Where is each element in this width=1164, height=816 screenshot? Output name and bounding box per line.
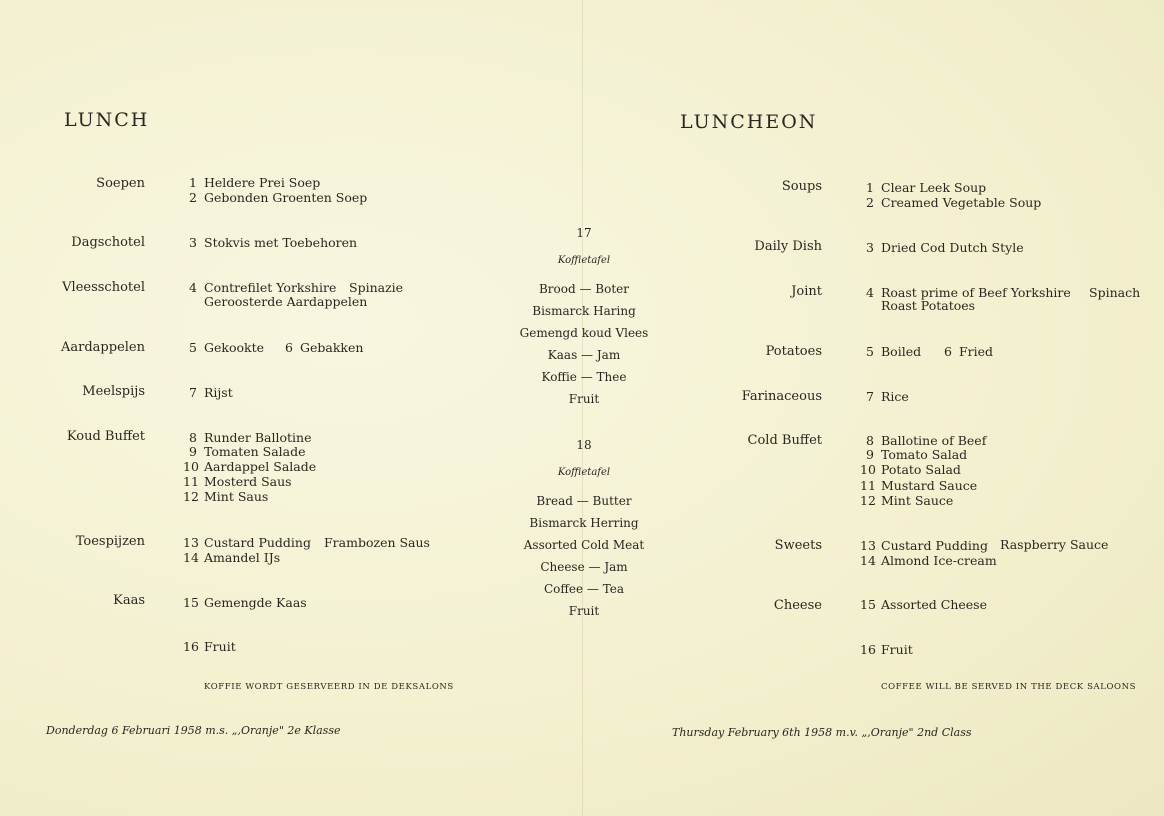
- dutch-category: Vleesschotel: [62, 280, 145, 295]
- list-item: 15 Assorted Cheese: [860, 597, 987, 612]
- koffietafel-item: Kaas — Jam: [547, 348, 621, 362]
- dutch-category: Kaas: [113, 593, 145, 608]
- list-item: 13 Custard Pudding: [860, 538, 988, 553]
- koffietafel-item: Gemengd koud Vlees: [519, 326, 649, 340]
- list-item: 6 Fried: [944, 344, 994, 359]
- list-item: 11 Mosterd Saus: [183, 474, 292, 489]
- side-dish: Spinach: [1089, 285, 1141, 300]
- koffietafel-number: 17: [576, 226, 592, 240]
- list-item: 9 Tomaten Salade: [189, 444, 306, 459]
- list-item: 11 Mustard Sauce: [860, 478, 978, 493]
- page-fold: [582, 0, 583, 816]
- list-item: 1 Heldere Prei Soep: [189, 175, 321, 190]
- list-item: 16 Fruit: [183, 639, 236, 654]
- english-category: Soups: [781, 179, 822, 194]
- list-item-extra: Geroosterde Aardappelen: [204, 294, 368, 309]
- list-item: 10 Potato Salad: [860, 462, 961, 477]
- koffietafel-item: Fruit: [568, 604, 600, 618]
- side-dish: Spinazie: [349, 280, 404, 295]
- dutch-category: Toespijzen: [75, 534, 145, 549]
- koffietafel-item: Bread — Butter: [536, 494, 632, 508]
- english-category: Sweets: [774, 538, 822, 553]
- list-item: 2 Creamed Vegetable Soup: [866, 195, 1042, 210]
- list-item: 7 Rice: [866, 389, 909, 404]
- list-item: 14 Amandel IJs: [183, 550, 281, 565]
- english-category: Potatoes: [765, 344, 822, 359]
- list-item: 4 Roast prime of Beef Yorkshire: [866, 285, 1071, 300]
- dutch-category: Dagschotel: [71, 235, 145, 250]
- dutch-category: Meelspijs: [82, 384, 145, 399]
- side-dish: Frambozen Saus: [324, 535, 430, 550]
- list-item: 3 Stokvis met Toebehoren: [189, 235, 358, 250]
- english-category: Cheese: [773, 598, 822, 613]
- koffietafel-item: Fruit: [568, 392, 600, 406]
- list-item: 3 Dried Cod Dutch Style: [866, 240, 1024, 255]
- koffietafel-item: Cheese — Jam: [540, 560, 628, 574]
- list-item: 7 Rijst: [189, 385, 233, 400]
- list-item: 16 Fruit: [860, 642, 913, 657]
- list-item: 5 Boiled: [866, 344, 922, 359]
- list-item: 1 Clear Leek Soup: [866, 180, 987, 195]
- footer-date: Donderdag 6 Februari 1958 m.s. „,Oranje" 2e Klasse: [46, 724, 341, 737]
- list-item-extra: Roast Potatoes: [881, 298, 976, 313]
- english-category: Joint: [791, 284, 822, 299]
- dutch-category: Soepen: [96, 176, 145, 191]
- koffietafel-subtitle: Koffietafel: [557, 467, 611, 478]
- english-category: Farinaceous: [741, 389, 822, 404]
- koffietafel-subtitle: Koffietafel: [557, 255, 611, 266]
- koffietafel-item: Bismarck Herring: [529, 516, 639, 530]
- list-item: 14 Almond Ice-cream: [860, 553, 997, 568]
- koffietafel-number: 18: [576, 438, 592, 452]
- side-dish: Raspberry Sauce: [1000, 537, 1109, 552]
- english-title: LUNCHEON: [680, 111, 818, 133]
- koffietafel-item: Brood — Boter: [538, 282, 630, 296]
- list-item: 12 Mint Saus: [183, 489, 269, 504]
- list-item: 4 Contrefilet Yorkshire: [189, 280, 337, 295]
- footer-date: Thursday February 6th 1958 m.v. „,Oranje" 2nd Class: [672, 726, 972, 739]
- koffietafel-item: Assorted Cold Meat: [523, 538, 645, 552]
- list-item: 10 Aardappel Salade: [183, 459, 317, 474]
- list-item: 8 Ballotine of Beef: [866, 433, 987, 448]
- coffee-note: KOFFIE WORDT GESERVEERD IN DE DEKSALONS: [204, 682, 454, 692]
- coffee-note: COFFEE WILL BE SERVED IN THE DECK SALOONS: [881, 682, 1137, 692]
- koffietafel-item: Bismarck Haring: [532, 304, 636, 318]
- list-item: 13 Custard Pudding: [183, 535, 311, 550]
- list-item: 15 Gemengde Kaas: [183, 595, 307, 610]
- koffietafel-item: Coffee — Tea: [543, 582, 625, 596]
- english-category: Daily Dish: [754, 239, 822, 254]
- koffietafel-item: Koffie — Thee: [541, 370, 627, 384]
- english-category: Cold Buffet: [747, 433, 822, 448]
- dutch-title: LUNCH: [64, 109, 150, 131]
- list-item: 8 Runder Ballotine: [189, 430, 312, 445]
- dutch-category: Aardappelen: [61, 340, 145, 355]
- list-item: 12 Mint Sauce: [860, 493, 954, 508]
- list-item: 2 Gebonden Groenten Soep: [189, 190, 368, 205]
- list-item: 5 Gekookte: [189, 340, 265, 355]
- list-item: 6 Gebakken: [285, 340, 364, 355]
- list-item: 9 Tomato Salad: [866, 447, 968, 462]
- dutch-category: Koud Buffet: [66, 429, 145, 444]
